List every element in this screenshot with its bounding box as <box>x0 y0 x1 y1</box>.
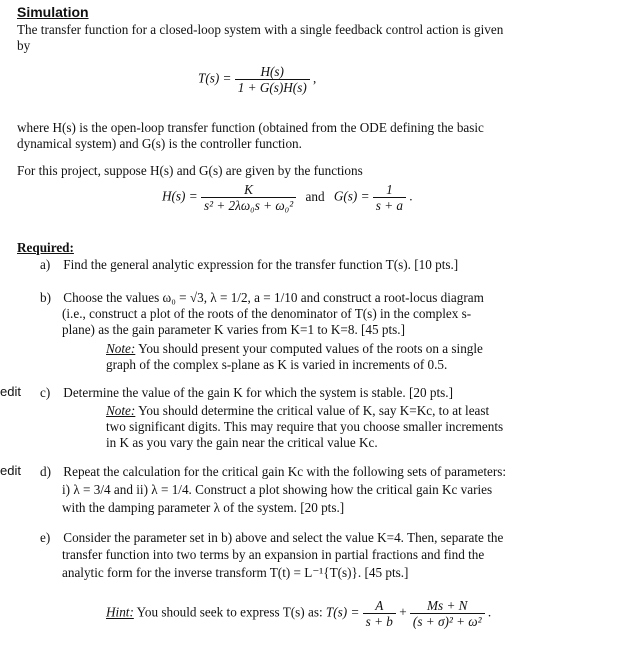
item-e-label: e) <box>40 530 51 545</box>
item-e-line-1 <box>40 530 503 546</box>
item-c-line-1 <box>40 385 453 401</box>
item-c-note-1 <box>106 403 489 419</box>
equation-lhs: T(s) = <box>198 70 232 86</box>
hint-plus: + <box>399 604 407 620</box>
item-d-line-3: with the damping parameter λ of the system. [20 pts.] <box>62 500 345 515</box>
hint <box>106 598 491 629</box>
transfer-function-equation <box>198 64 316 95</box>
item-c-note-3: in K as you vary the gain near the critical value Kc. <box>106 435 378 450</box>
equation-comma: , <box>313 70 317 86</box>
item-b-note-2: graph of the complex s-plane as K is varied in increments of 0.5. <box>106 357 448 372</box>
g-period: . <box>409 188 413 204</box>
hint-fraction-2 <box>410 598 485 629</box>
item-c-note-label: Note: <box>106 403 136 418</box>
hint-lhs: T(s) = <box>325 604 360 620</box>
item-b-line-1 <box>40 290 484 306</box>
and-word: and <box>305 188 325 204</box>
item-b-line-2: (i.e., construct a plot of the roots of the denominator of T(s) in the complex s- <box>62 306 472 321</box>
h-denominator: s² + 2λω₀s + ω₀² <box>201 197 296 213</box>
item-b-note-label: Note: <box>106 341 136 356</box>
item-a-text: Find the general analytic expression for the transfer function T(s). [10 pts.] <box>63 257 459 272</box>
hint-period: . <box>487 604 492 620</box>
hint-text: You should seek to express T(s) as: <box>133 604 326 620</box>
item-e-text-1: Consider the parameter set in b) above and select the value K=4. Then, separate the <box>63 530 504 545</box>
item-c-note-text-1: You should determine the critical value of K, say K=Kc, to at least <box>135 403 490 418</box>
h-lhs: H(s) = <box>162 188 198 204</box>
where-line-1: where H(s) is the open-loop transfer function (obtained from the ODE defining the basic <box>17 120 484 135</box>
hint-fraction-2-numerator: Ms + N <box>427 598 468 613</box>
hint-fraction-1 <box>363 598 396 629</box>
g-numerator: 1 <box>386 182 393 197</box>
item-c-text-1: Determine the value of the gain K for which the system is stable. [20 pts.] <box>63 385 453 400</box>
edit-link-d[interactable]: edit <box>0 463 21 478</box>
where-line-2: dynamical system) and G(s) is the controller function. <box>17 136 302 151</box>
item-a-label: a) <box>40 257 51 272</box>
item-b-label: b) <box>40 290 51 305</box>
required-heading: Required: <box>17 240 74 255</box>
item-c-note-2: two significant digits. This may require that you choose smaller increments <box>106 419 504 434</box>
h-numerator: K <box>244 182 253 197</box>
item-b-text-1: Choose the values ω₀ = √3, λ = 1/2, a = 1/10 and construct a root-locus diagram <box>63 290 484 305</box>
equation-denominator: 1 + G(s)H(s) <box>235 79 310 95</box>
hint-label: Hint: <box>106 604 134 620</box>
h-fraction <box>201 182 296 213</box>
intro-line-1: The transfer function for a closed-loop system with a single feedback control action is given <box>17 22 504 37</box>
g-lhs: G(s) = <box>333 188 370 204</box>
intro-line-2: by <box>17 38 31 53</box>
item-a <box>40 257 458 273</box>
item-e-line-2: transfer function into two terms by an expansion in partial fractions and find the <box>62 547 485 562</box>
hint-fraction-1-denominator: s + b <box>363 613 396 629</box>
item-d-line-2: i) λ = 3/4 and ii) λ = 1/4. Construct a plot showing how the critical gain Kc varies <box>62 482 493 497</box>
item-c-label: c) <box>40 385 51 400</box>
item-d-label: d) <box>40 464 51 479</box>
item-e-line-3: analytic form for the inverse transform T(t) = L⁻¹{T(s)}. [45 pts.] <box>62 565 409 580</box>
g-denominator: s + a <box>373 197 406 213</box>
project-line: For this project, suppose H(s) and G(s) are given by the functions <box>17 163 363 178</box>
item-b-line-3: plane) as the gain parameter K varies from K=1 to K=8. [45 pts.] <box>62 322 405 337</box>
edit-link-c[interactable]: edit <box>0 384 21 399</box>
item-d-line-1 <box>40 464 506 480</box>
item-d-text-1: Repeat the calculation for the critical gain Kc with the following sets of parameters: <box>63 464 507 479</box>
page-title: Simulation <box>17 4 89 20</box>
item-b-note-text-1: You should present your computed values of the roots on a single <box>135 341 483 356</box>
hint-fraction-2-denominator: (s + σ)² + ω² <box>410 613 485 629</box>
equation-fraction <box>235 64 310 95</box>
hint-fraction-1-numerator: A <box>375 598 384 613</box>
equation-numerator: H(s) <box>260 64 284 79</box>
h-g-equations <box>162 182 413 213</box>
g-fraction <box>373 182 406 213</box>
item-b-note-1 <box>106 341 483 357</box>
